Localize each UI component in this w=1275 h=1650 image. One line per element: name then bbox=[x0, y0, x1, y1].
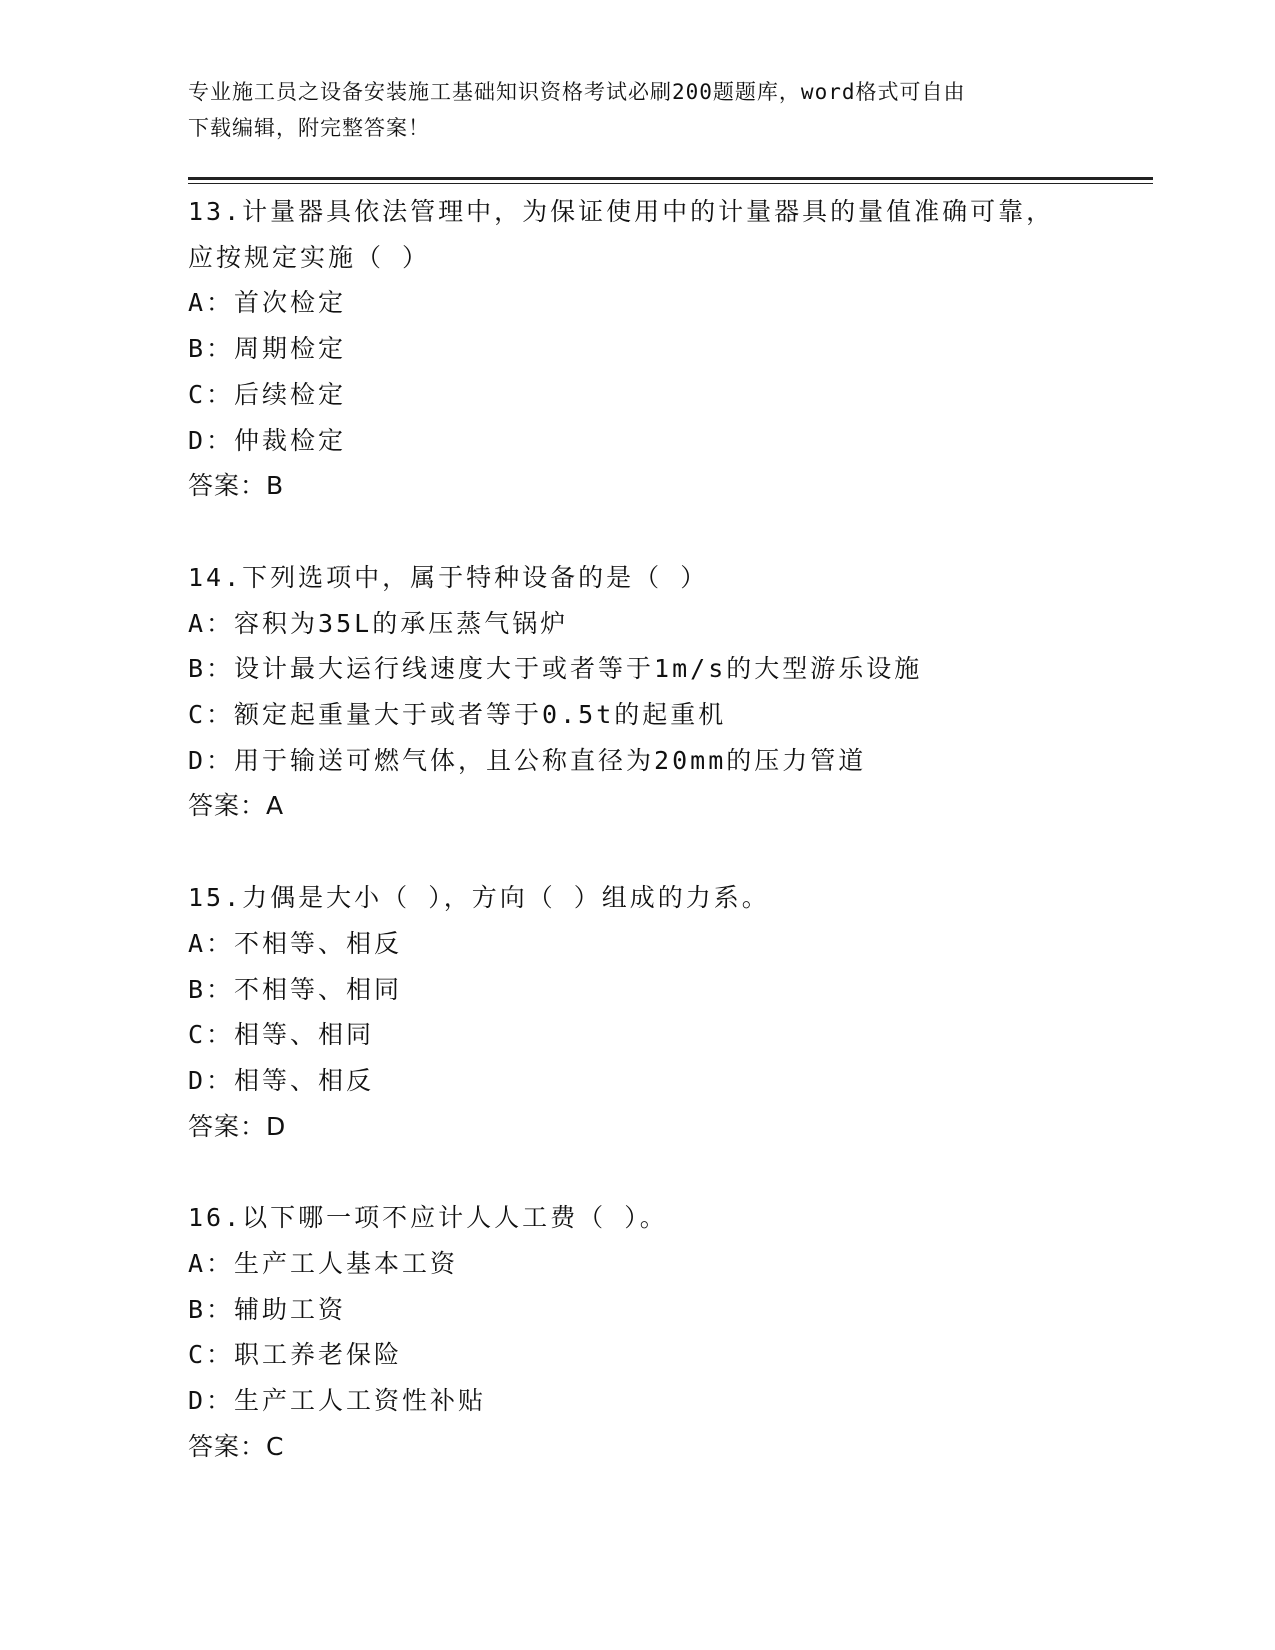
option-c: C：后续检定 bbox=[188, 379, 347, 409]
option-c: C：职工养老保险 bbox=[188, 1340, 403, 1370]
option-a: A：生产工人基本工资 bbox=[188, 1249, 459, 1279]
question-14 bbox=[188, 555, 1148, 829]
header-divider-thin bbox=[188, 183, 1153, 184]
answer-key: 答案：A bbox=[188, 791, 285, 821]
option-b: B：设计最大运行线速度大于或者等于1m/s的大型游乐设施 bbox=[188, 654, 923, 684]
document-header bbox=[188, 74, 1068, 146]
option-b: B：周期检定 bbox=[188, 334, 347, 364]
question-13 bbox=[188, 189, 1148, 509]
question-list bbox=[188, 189, 1148, 1516]
option-d: D：用于输送可燃气体，且公称直径为20mm的压力管道 bbox=[188, 745, 867, 775]
header-line-1: 专业施工员之设备安装施工基础知识资格考试必刷200题题库，word格式可自由 bbox=[188, 80, 966, 104]
option-c: C：额定起重量大于或者等于0.5t的起重机 bbox=[188, 700, 727, 730]
header-line-2: 下载编辑，附完整答案！ bbox=[188, 116, 430, 140]
question-stem: 14.下列选项中，属于特种设备的是（ ） bbox=[188, 562, 709, 592]
option-b: B：不相等、相同 bbox=[188, 974, 403, 1004]
option-d: D：生产工人工资性补贴 bbox=[188, 1386, 487, 1416]
question-stem: 16.以下哪一项不应计人人工费（ ）。 bbox=[188, 1203, 668, 1233]
answer-key: 答案：D bbox=[188, 1111, 287, 1141]
option-a: A：首次检定 bbox=[188, 288, 347, 318]
answer-key: 答案：C bbox=[188, 1431, 285, 1461]
question-stem: 15.力偶是大小（ ），方向（ ）组成的力系。 bbox=[188, 883, 770, 913]
question-16 bbox=[188, 1195, 1148, 1469]
option-d: D：仲裁检定 bbox=[188, 425, 347, 455]
option-a: A：容积为35L的承压蒸气锅炉 bbox=[188, 608, 569, 638]
answer-key: 答案：B bbox=[188, 471, 285, 501]
option-d: D：相等、相反 bbox=[188, 1065, 375, 1095]
question-stem: 13.计量器具依法管理中，为保证使用中的计量器具的量值准确可靠， bbox=[188, 197, 1055, 226]
question-stem-cont: 应按规定实施（ ） bbox=[188, 242, 431, 272]
option-c: C：相等、相同 bbox=[188, 1020, 375, 1050]
option-a: A：不相等、相反 bbox=[188, 928, 403, 958]
option-b: B：辅助工资 bbox=[188, 1294, 347, 1324]
header-divider bbox=[188, 177, 1153, 180]
question-15 bbox=[188, 875, 1148, 1149]
